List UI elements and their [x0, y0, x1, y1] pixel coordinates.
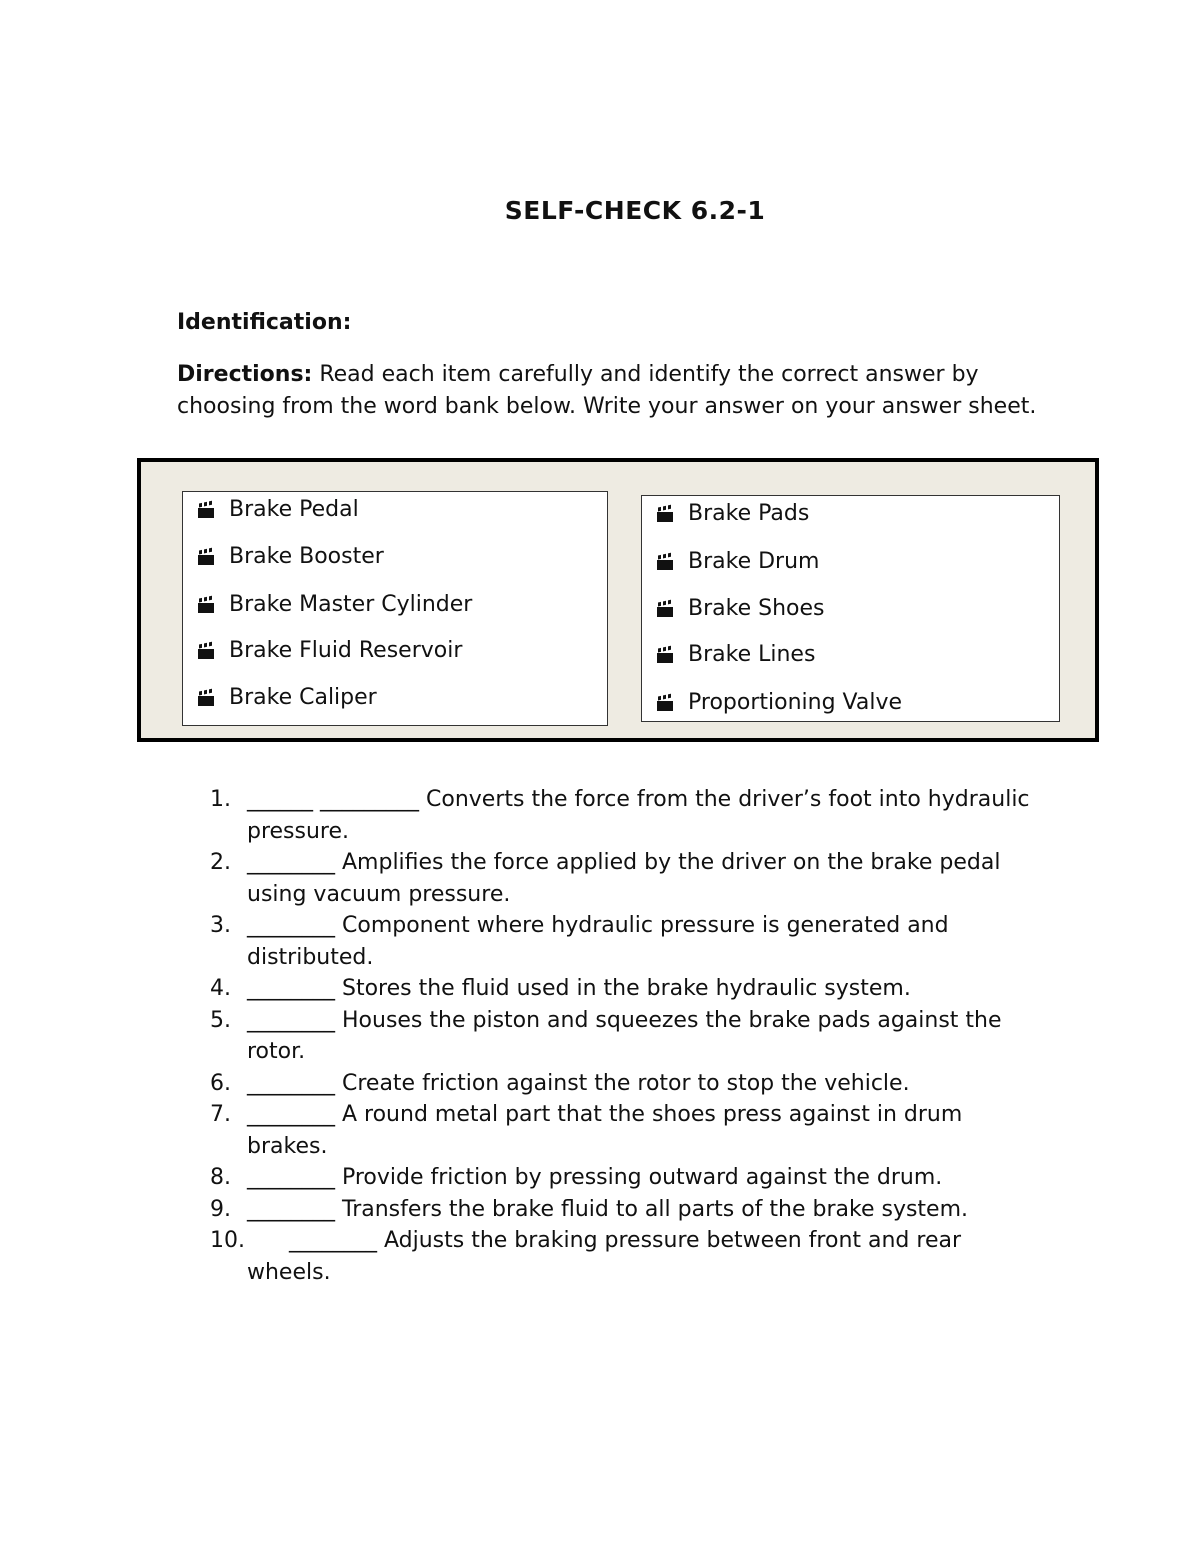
clapperboard-icon — [198, 690, 214, 706]
word-bank-item — [198, 592, 472, 617]
word-bank-item — [198, 638, 462, 663]
word-bank-item — [657, 690, 902, 715]
question-number: 5. — [210, 1007, 231, 1033]
question-number: 2. — [210, 850, 231, 875]
question-number: 10. — [210, 1228, 245, 1253]
question-item — [0, 1099, 1037, 1162]
directions-paragraph — [177, 359, 1037, 423]
answer-blank: ________ — [247, 850, 335, 875]
question-text: Stores the fluid used in the brake hydraulic system. — [335, 976, 911, 1001]
answer-blank: ________ — [247, 1165, 335, 1190]
word-bank-item-label: Brake Master Cylinder — [229, 592, 473, 617]
question-item — [0, 1005, 1037, 1068]
question-text: Adjusts the braking pressure between front and rear wheels. — [247, 1228, 962, 1285]
answer-blank: ________ — [247, 976, 335, 1001]
word-bank-item-label: Brake Caliper — [229, 685, 377, 710]
question-text: Component where hydraulic pressure is generated and distributed. — [247, 913, 949, 970]
answer-blank: ________ — [247, 1007, 335, 1033]
word-bank-item — [198, 544, 384, 569]
word-bank-item — [657, 549, 819, 574]
question-text: Amplifies the force applied by the driver on the brake pedal using vacuum pressure. — [247, 850, 1001, 907]
section-heading: Identification: — [177, 310, 352, 335]
question-text: Create friction against the rotor to stop the vehicle. — [335, 1070, 910, 1096]
word-bank-item-label: Brake Lines — [688, 642, 816, 667]
question-number: 7. — [210, 1102, 231, 1127]
clapperboard-icon — [657, 695, 673, 711]
directions-label: Directions: — [177, 362, 313, 387]
word-bank-item-label: Brake Booster — [229, 544, 384, 569]
clapperboard-icon — [657, 647, 673, 663]
clapperboard-icon — [198, 549, 214, 565]
word-bank-item-label: Brake Fluid Reservoir — [229, 638, 463, 663]
clapperboard-icon — [657, 506, 673, 522]
question-text: Houses the piston and squeezes the brake pads against the rotor. — [247, 1007, 1002, 1064]
word-bank-item — [198, 497, 359, 522]
question-text: Converts the force from the driver’s foot into hydraulic pressure. — [247, 787, 1030, 844]
answer-blank: ________ — [247, 1102, 335, 1127]
question-text: A round metal part that the shoes press against in drum brakes. — [247, 1102, 963, 1159]
question-number: 3. — [210, 913, 231, 938]
question-number: 6. — [210, 1070, 231, 1096]
question-item — [0, 1068, 1037, 1100]
question-text: Provide friction by pressing outward against the drum. — [335, 1165, 943, 1190]
question-item — [0, 1162, 1037, 1194]
word-bank-item — [657, 596, 824, 621]
clapperboard-icon — [198, 597, 214, 613]
clapperboard-icon — [198, 643, 214, 659]
answer-blank: ________ — [247, 1070, 335, 1096]
question-item — [0, 973, 1037, 1005]
question-number: 1. — [210, 787, 231, 812]
word-bank-item — [198, 685, 377, 710]
directions-text: Read each item carefully and identify the correct answer by choosing from the word bank below. Write your answer on your answer sheet. — [177, 362, 1037, 419]
question-item — [0, 847, 1037, 910]
word-bank-item — [657, 501, 809, 526]
question-list — [0, 784, 1200, 1288]
question-number: 8. — [210, 1165, 231, 1190]
word-bank-right-column — [641, 495, 1060, 722]
question-item — [0, 1225, 1037, 1288]
word-bank-item-label: Brake Drum — [688, 549, 820, 574]
answer-blank: ______ _________ — [247, 787, 419, 812]
question-item — [0, 1194, 1037, 1226]
clapperboard-icon — [657, 554, 673, 570]
answer-blank: ________ — [247, 913, 335, 938]
word-bank-item — [657, 642, 815, 667]
word-bank-item-label: Brake Pedal — [229, 497, 359, 522]
clapperboard-icon — [657, 601, 673, 617]
word-bank-item-label: Brake Shoes — [688, 596, 825, 621]
word-bank — [137, 458, 1099, 742]
clapperboard-icon — [198, 502, 214, 518]
page-title: SELF-CHECK 6.2-1 — [504, 196, 766, 225]
question-item — [0, 784, 1037, 847]
word-bank-item-label: Proportioning Valve — [688, 690, 903, 715]
question-item — [0, 910, 1037, 973]
answer-blank: ________ — [247, 1196, 335, 1222]
question-number: 9. — [210, 1196, 231, 1222]
question-text: Transfers the brake fluid to all parts of the brake system. — [335, 1196, 969, 1222]
word-bank-left-column — [182, 491, 608, 726]
word-bank-item-label: Brake Pads — [688, 501, 810, 526]
question-number: 4. — [210, 976, 231, 1001]
answer-blank: ________ — [247, 1228, 377, 1253]
